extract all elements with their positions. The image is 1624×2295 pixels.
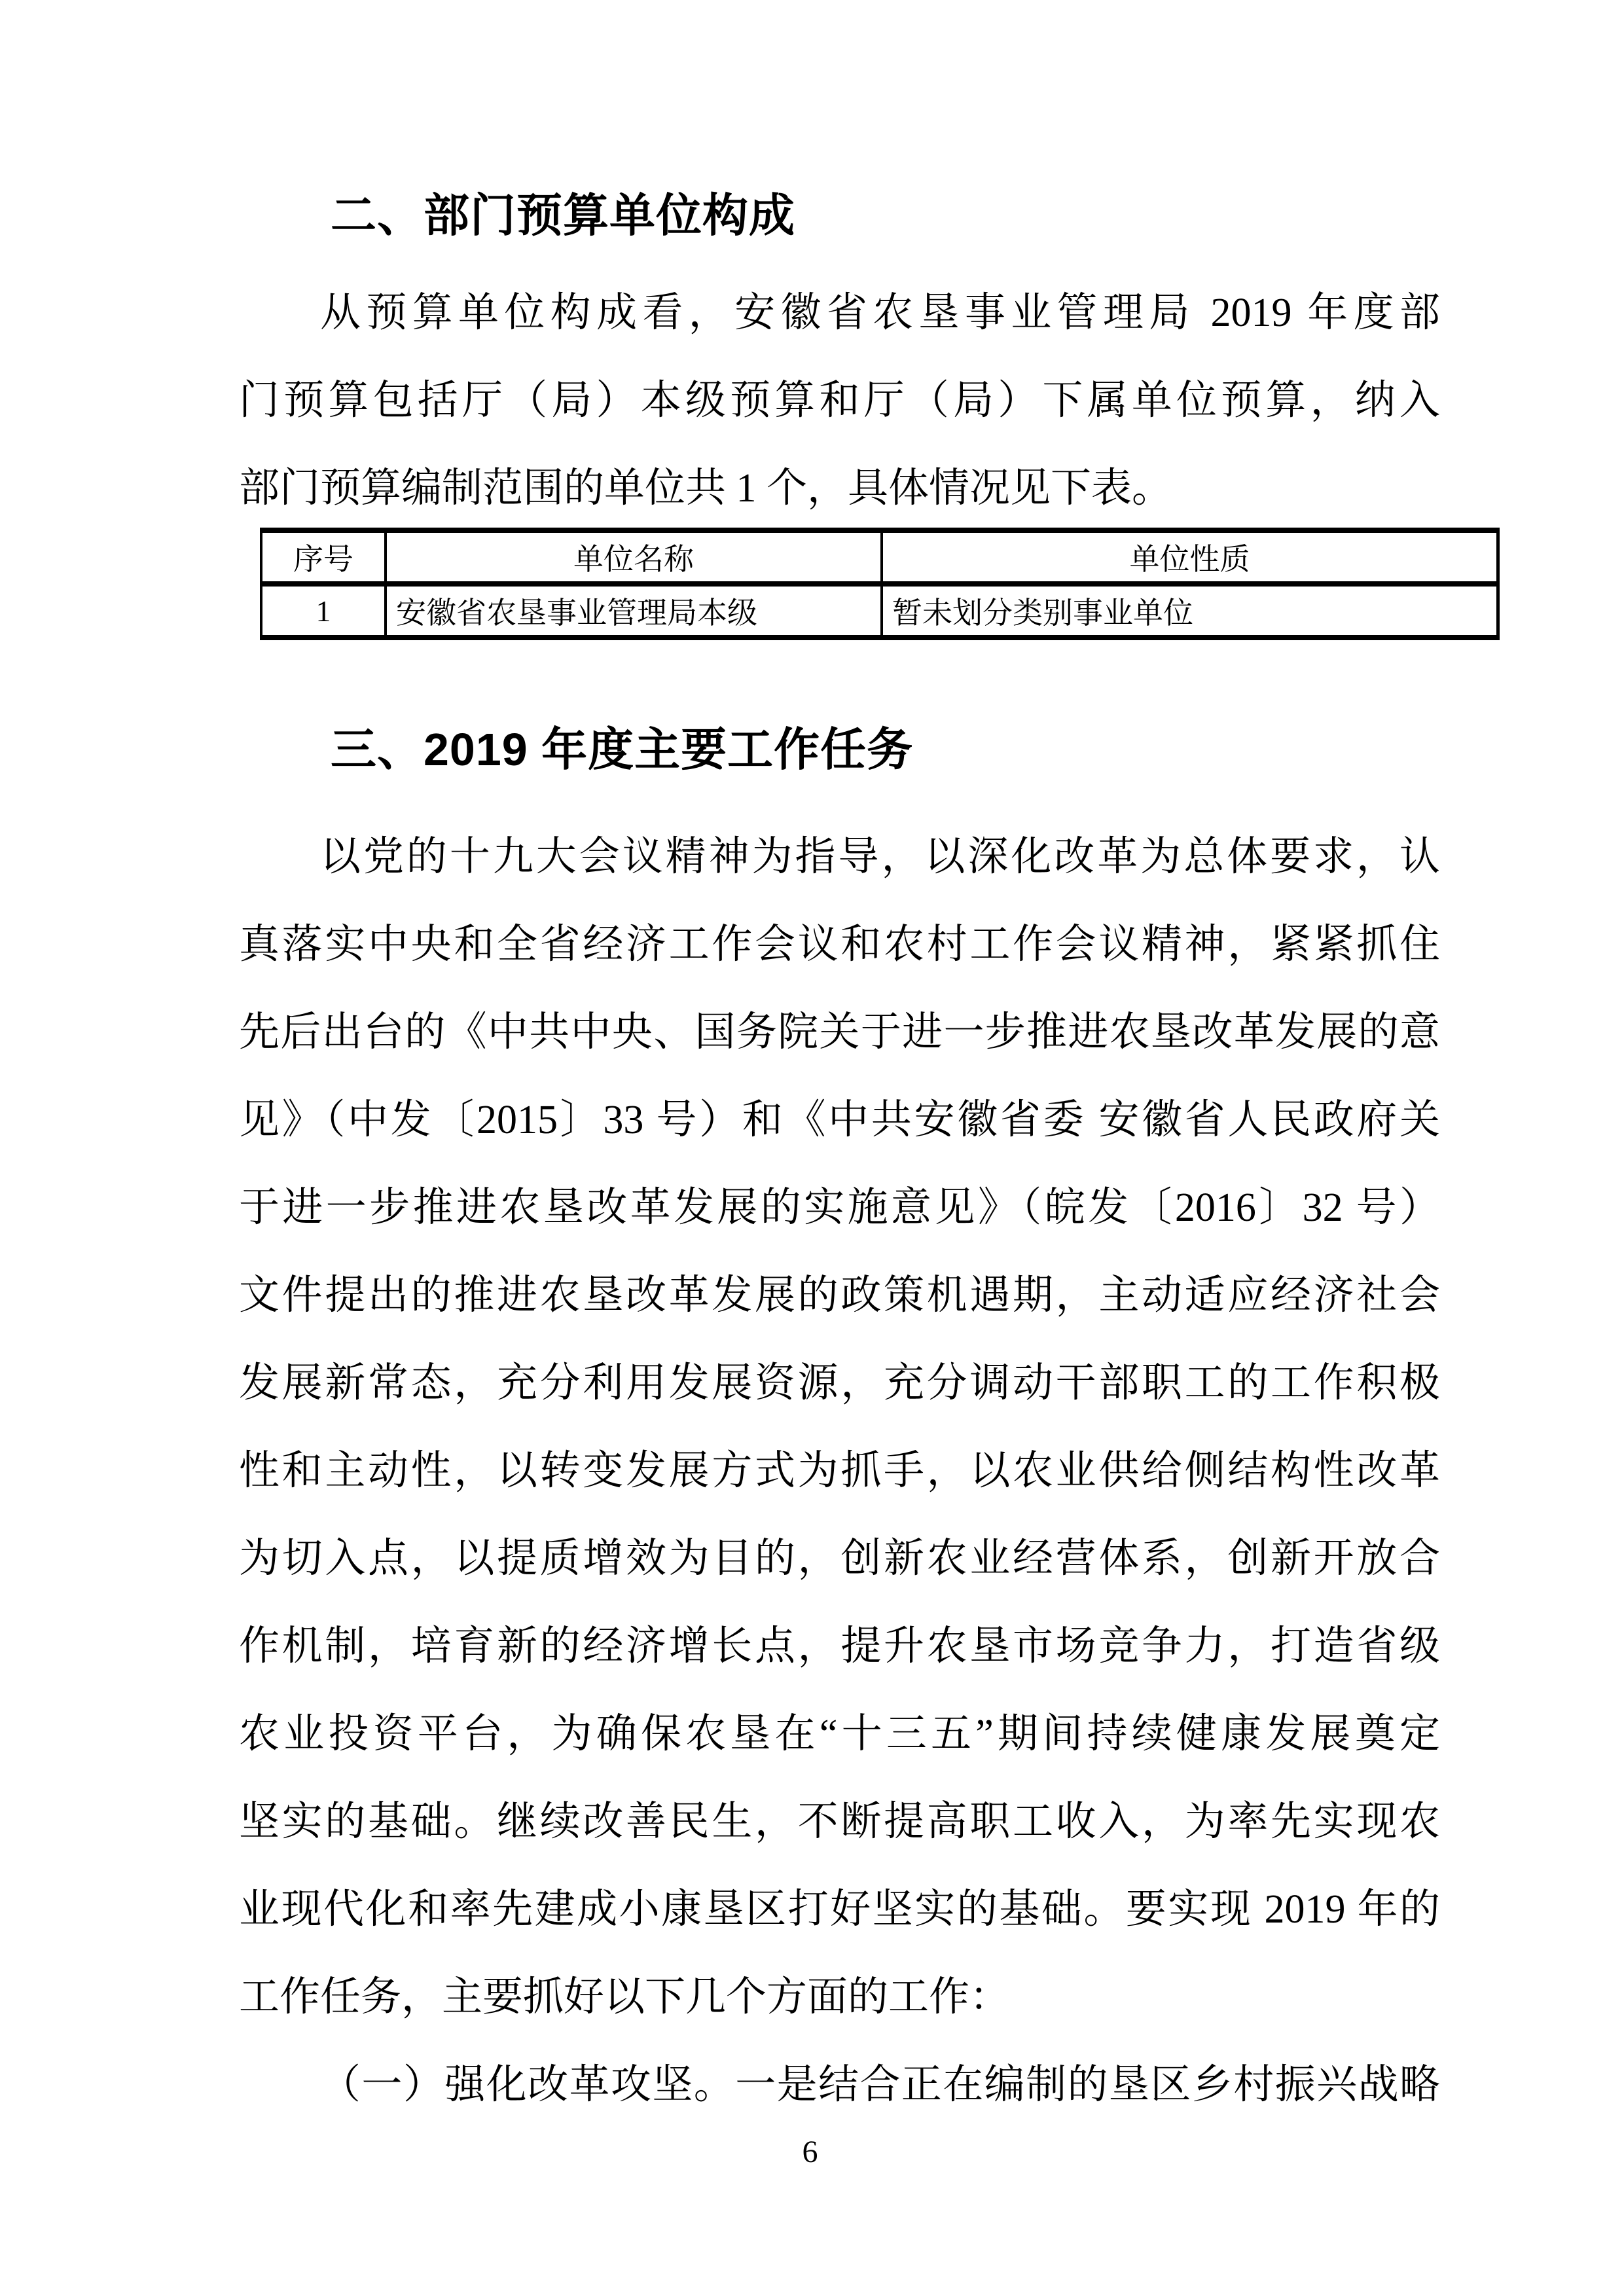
text-line: （一）强化改革攻坚。一是结合正在编制的垦区乡村振兴战略: [320, 2063, 1440, 2107]
text-line: 发展新常态，充分利用发展资源，充分调动干部职工的工作积极: [239, 1361, 1440, 1405]
text-line: 工作任务，主要抓好以下几个方面的工作：: [239, 1975, 1011, 2019]
table-header-row: [261, 530, 1498, 584]
table-cell: 1: [261, 584, 386, 638]
table-body: [261, 584, 1498, 638]
budget-units-table: [260, 528, 1500, 640]
text-line: 坚实的基础。继续改善民生，不断提高职工收入，为率先实现农: [239, 1799, 1440, 1844]
section-heading-tasks: 三、2019 年度主要工作任务: [331, 724, 914, 775]
text-line: 于进一步推进农垦改革发展的实施意见》（皖发〔2016〕32 号）: [239, 1185, 1440, 1230]
table-cell: 安徽省农垦事业管理局本级: [386, 584, 882, 638]
text-line: 文件提出的推进农垦改革发展的政策机遇期，主动适应经济社会: [239, 1273, 1440, 1318]
paragraph-tasks-sub-item: [239, 2041, 1440, 2129]
text-line: 作机制，培育新的经济增长点，提升农垦市场竞争力，打造省级: [239, 1624, 1440, 1669]
text-line: 见》（中发〔2015〕33 号）和《中共安徽省委 安徽省人民政府关: [239, 1098, 1440, 1142]
text-line: 业现代化和率先建成小康垦区打好坚实的基础。要实现 2019 年的: [239, 1887, 1440, 1932]
text-line: 性和主动性，以转变发展方式为抓手，以农业供给侧结构性改革: [239, 1449, 1440, 1493]
text-line: 部门预算编制范围的单位共 1 个，具体情况见下表。: [239, 466, 1173, 511]
text-line: 先后出台的《中共中央、国务院关于进一步推进农垦改革发展的意: [239, 1010, 1440, 1055]
text-line: 为切入点，以提质增效为目的，创新农业经营体系，创新开放合: [239, 1536, 1440, 1581]
table-row: [261, 584, 1498, 638]
column-header-unit-name: 单位名称: [386, 530, 882, 584]
paragraph-budget-units-intro: [239, 269, 1440, 532]
column-header-unit-type: 单位性质: [882, 530, 1498, 584]
text-line: 从预算单位构成看，安徽省农垦事业管理局 2019 年度部: [320, 291, 1440, 335]
page-number: 6: [802, 2135, 818, 2169]
text-line: 门预算包括厅（局）本级预算和厅（局）下属单位预算，纳入: [239, 378, 1440, 423]
section-heading-budget-units: 二、部门预算单位构成: [331, 190, 795, 241]
column-header-index: 序号: [261, 530, 386, 584]
table-cell: 暂未划分类别事业单位: [882, 584, 1498, 638]
text-line: 农业投资平台，为确保农垦在“十三五”期间持续健康发展奠定: [239, 1712, 1440, 1756]
paragraph-tasks-body: [239, 813, 1440, 2041]
text-line: 真落实中央和全省经济工作会议和农村工作会议精神，紧紧抓住: [239, 922, 1440, 967]
text-line: 以党的十九大会议精神为指导，以深化改革为总体要求，认: [320, 835, 1440, 879]
